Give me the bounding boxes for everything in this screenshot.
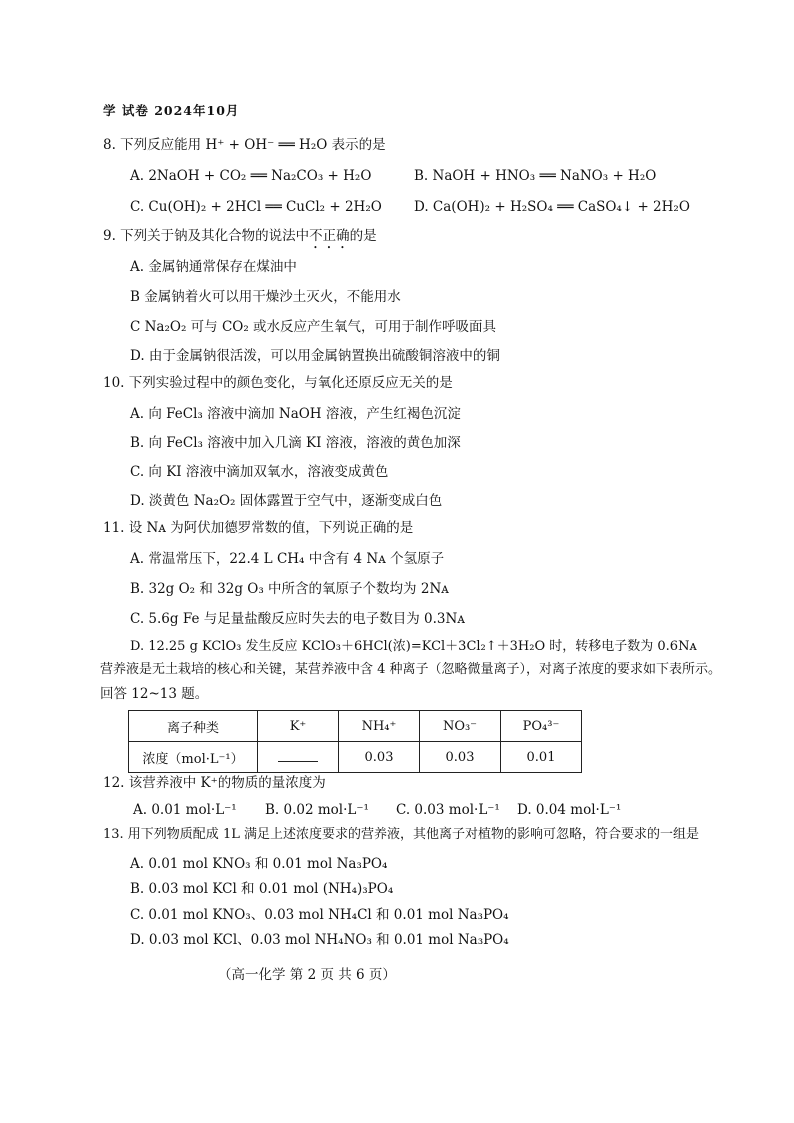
q13-option-a: A. 0.01 mol KNO₃ 和 0.01 mol Na₃PO₄ [130,856,388,872]
q10-option-d: D. 淡黄色 Na₂O₂ 固体露置于空气中，逐渐变成白色 [130,493,443,509]
q8-option-b: B. NaOH + HNO₃ ══ NaNO₃ + H₂O [414,168,657,184]
ion-concentration-table [128,710,582,773]
q8-option-d: D. Ca(OH)₂ + H₂SO₄ ══ CaSO₄↓ + 2H₂O [414,199,690,215]
q12-option-d: D. 0.04 mol·L⁻¹ [517,802,622,818]
q8-option-c: C. Cu(OH)₂ + 2HCl ══ CuCl₂ + 2H₂O [130,199,382,215]
q8-stem: 8. 下列反应能用 H⁺ + OH⁻ ══ H₂O 表示的是 [103,137,386,153]
q13-stem: 13. 用下列物质配成 1L 满足上述浓度要求的营养液，其他离子对植物的影响可忽略，符合要求的一组是 [103,827,699,842]
table-cell: 0.01 [501,742,582,773]
q9-option-d: D. 由于金属钠很活泼，可以用金属钠置换出硫酸铜溶液中的铜 [130,348,500,364]
page-footer: （高一化学 第 2 页 共 6 页） [218,967,396,983]
q9-option-a: A. 金属钠通常保存在煤油中 [130,259,297,275]
q11-option-b: B. 32g O₂ 和 32g O₃ 中所含的氧原子个数均为 2Nᴀ [130,581,449,597]
table-header-cell: NH₄⁺ [339,711,420,742]
intro-line-2: 回答 12~13 题。 [100,686,209,702]
table-header-cell: NO₃⁻ [420,711,501,742]
answer-blank [278,749,318,762]
q12-option-c: C. 0.03 mol·L⁻¹ [396,802,500,818]
table-header-cell: K⁺ [258,711,339,742]
q9-stem [103,227,377,252]
table-cell: 0.03 [420,742,501,773]
q10-stem: 10. 下列实验过程中的颜色变化，与氧化还原反应无关的是 [103,375,453,391]
q10-option-b: B. 向 FeCl₃ 溶液中加入几滴 KI 溶液，溶液的黄色加深 [130,435,461,451]
q12-option-b: B. 0.02 mol·L⁻¹ [265,802,369,818]
q13-option-c: C. 0.01 mol KNO₃、0.03 mol NH₄Cl 和 0.01 mol Na₃PO₄ [130,907,509,923]
q10-option-c: C. 向 KI 溶液中滴加双氧水，溶液变成黄色 [130,464,389,480]
table-header-cell: PO₄³⁻ [501,711,582,742]
table-cell: 0.03 [339,742,420,773]
q12-option-a: A. 0.01 mol·L⁻¹ [133,802,237,818]
intro-line-1: 营养液是无土栽培的核心和关键，某营养液中含 4 种离子（忽略微量离子），对离子浓度的要求如下表所示。 [100,662,722,677]
q9-stem-post: 的是 [349,228,377,244]
table-header-row [129,711,582,742]
q11-stem: 11. 设 Nᴀ 为阿伏加德罗常数的值，下列说正确的是 [103,520,414,536]
q9-option-b: B 金属钠着火可以用干燥沙土灭火，不能用水 [130,289,401,305]
table-row-label: 浓度（mol·L⁻¹） [129,742,258,773]
q12-stem: 12. 该营养液中 K⁺的物质的量浓度为 [103,775,326,791]
q11-option-a: A. 常温常压下，22.4 L CH₄ 中含有 4 Nᴀ 个氢原子 [130,551,445,567]
q11-option-c: C. 5.6g Fe 与足量盐酸反应时失去的电子数目为 0.3Nᴀ [130,611,465,627]
q11-option-d: D. 12.25 g KClO₃ 发生反应 KClO₃＋6HCl(浓)=KCl＋3Cl₂↑＋3H₂O 时，转移电子数为 0.6Nᴀ [130,639,697,654]
q9-stem-emphasis: 不正确 [309,228,350,244]
q8-option-a: A. 2NaOH + CO₂ ══ Na₂CO₃ + H₂O [130,168,372,184]
table-header-cell: 离子种类 [129,711,258,742]
q9-option-c: C Na₂O₂ 可与 CO₂ 或水反应产生氧气，可用于制作呼吸面具 [130,319,497,335]
q10-option-a: A. 向 FeCl₃ 溶液中滴加 NaOH 溶液，产生红褐色沉淀 [130,406,461,422]
q13-option-d: D. 0.03 mol KCl、0.03 mol NH₄NO₃ 和 0.01 mol Na₃PO₄ [130,932,509,948]
exam-header: 学 试卷 2024年10月 [103,103,240,118]
k-concentration-blank [258,742,339,773]
q13-option-b: B. 0.03 mol KCl 和 0.01 mol (NH₄)₃PO₄ [130,881,394,897]
table-row [129,742,582,773]
q9-stem-pre: 9. 下列关于钠及其化合物的说法中 [103,228,310,244]
